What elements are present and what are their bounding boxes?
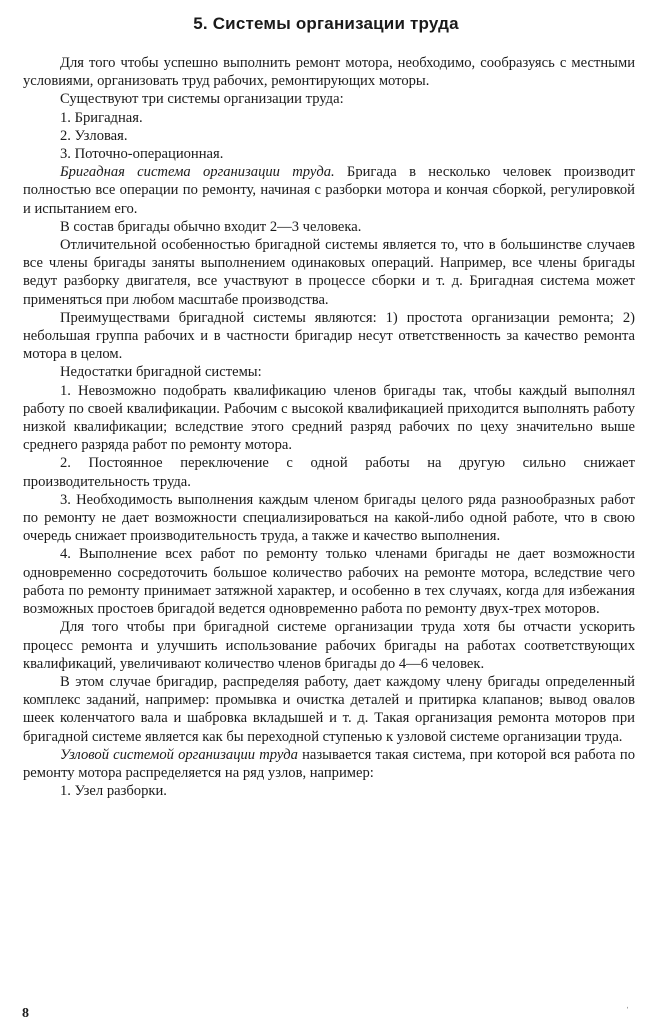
paragraph [23, 54, 635, 90]
paragraph [23, 673, 635, 746]
paragraph [23, 309, 635, 364]
paragraph [23, 454, 635, 490]
paragraph-text: называется такая система, при которой вся работа по ремонту мотора распределяется на ряд узлов, например: [23, 746, 635, 781]
paragraph-text: 4. Выполнение всех работ по ремонту только членами бригады не дает возможности одновременно сосредоточить большое количество рабочих на ремонте мотора, вследствие чего работа по ремонту принимает затяжной характер, и особенно в тех случаях, когда для избежания возможных простоев бригадой ведется одновременно работа по ремонту двух-трех моторов. [23, 546, 635, 618]
paragraph-text: Бригада в несколько человек производит полностью все операции по ремонту, начиная с разборки мотора и кончая сборкой, регулировкой и испытанием его. [23, 164, 635, 217]
paragraph [23, 218, 635, 236]
paragraph-text: Отличительной особенностью бригадной системы является то, что в большинстве случаев все члены бригады заняты выполнением одинаковых операций. Например, все члены бригады ведут разборку двигателя, все участвуют в процессе сборки и т. д. Бригадная система может применяться при любом масштабе производства. [23, 237, 635, 308]
paragraph-text: Для того чтобы успешно выполнить ремонт мотора, необходимо, сообразуясь с местными условиями, организовать труд рабочих, ремонтирующих моторы. [23, 55, 635, 90]
paragraph [23, 545, 635, 618]
list-item [23, 145, 635, 163]
paragraph-text: 3. Необходимость выполнения каждым членом бригады целого ряда разнообразных работ по ремонту не дает возможности специализироваться на какой-либо одной работе, что в свою очередь снижает производительность труда, а также и качество выполнения. [23, 491, 635, 545]
paragraph [23, 491, 635, 546]
paragraph [23, 618, 635, 673]
list-item-text: 1. Бригадная. [60, 109, 143, 126]
paragraph [23, 163, 635, 218]
paragraph-text: Существуют три системы организации труда: [60, 91, 344, 108]
list-item-text: 1. Узел разборки. [60, 783, 167, 800]
paragraph [23, 363, 635, 381]
italic-term: Узловой системой организации труда [60, 746, 298, 763]
list-item-text: 2. Узловая. [60, 127, 128, 144]
paragraph-text: В состав бригады обычно входит 2—3 человека. [60, 218, 362, 235]
section-title: 5. Системы организации труда [193, 14, 459, 33]
margin-speck: ˈ [626, 1006, 630, 1017]
list-item-text: 3. Поточно-операционная. [60, 146, 224, 163]
list-item [23, 127, 635, 145]
list-item [23, 109, 635, 127]
paragraph-text: Преимуществами бригадной системы являются: 1) простота организации ремонта; 2) небольшая группа рабочих и в частности бригадир несут ответственность за качество ремонта мотора в целом. [23, 309, 635, 363]
paragraph-text: 2. Постоянное переключение с одной работы на другую сильно снижает производительность труда. [23, 455, 635, 490]
paragraph [23, 746, 635, 782]
paragraph [23, 382, 635, 455]
section-body [23, 54, 635, 800]
paragraph-text: 1. Невозможно подобрать квалификацию членов бригады так, чтобы каждый выполнял работу по своей квалификации. Рабочим с высокой квалификацией приходится выполнять работу низкой квалификации; вследствие этого средний разряд рабочих по цеху значительно выше среднего разряда работ по ремонту мотора. [23, 382, 635, 454]
paragraph [23, 90, 635, 108]
paragraph-text: В этом случае бригадир, распределяя работу, дает каждому члену бригады определенный комплекс заданий, например: промывка и очистка деталей и притирка клапанов; вывод овалов шеек коленчатого вала и шабровка вкладышей и т. д. Такая организация ремонта моторов при бригадной системе является как бы переходной ступенью к узловой системе организации труда. [23, 673, 635, 745]
list-item [23, 782, 635, 800]
italic-term: Бригадная система организации труда. [60, 164, 335, 181]
paragraph [23, 236, 635, 309]
paragraph-text: Для того чтобы при бригадной системе организации труда хотя бы отчасти ускорить процесс ремонта и улучшить использование рабочих бригады на работах соответствующих квалификаций, увеличивают количество членов бригады до 4—6 человек. [23, 619, 635, 672]
paragraph-text: Недостатки бригадной системы: [60, 364, 262, 381]
page-number: 8 [22, 1006, 29, 1021]
